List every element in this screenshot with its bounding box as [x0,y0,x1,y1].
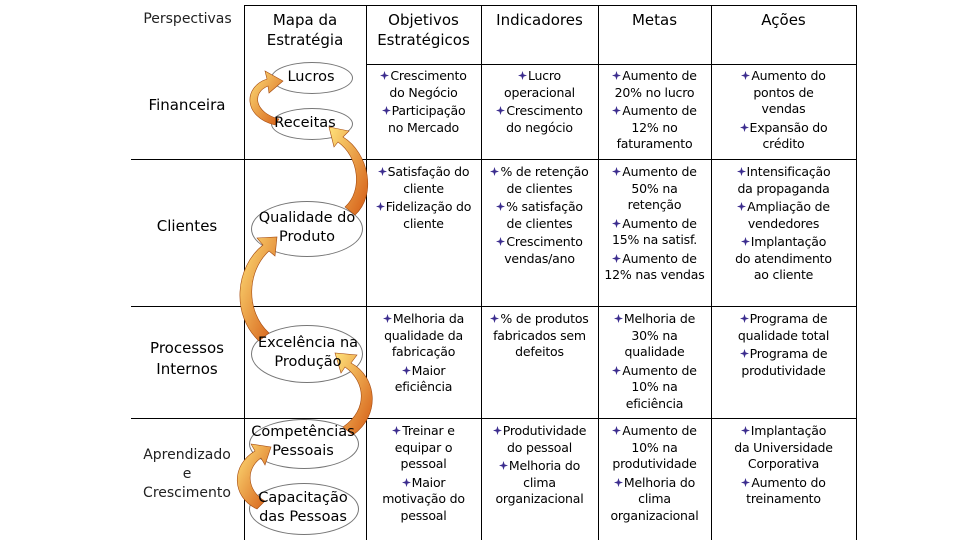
bullet-item-text: produtividade [612,456,697,471]
diamond-bullet-icon [490,167,499,176]
bullet-item-text: 30% na [631,327,678,343]
diamond-bullet-icon [376,202,385,211]
header-text: Estratégia [266,31,344,49]
map-text: Receitas [274,115,336,131]
bullet-item-text: da propaganda [737,180,830,196]
bullet-item-text: 10% na [631,379,678,394]
bullet-item-text: do negócio [506,119,573,135]
bullet-item-text: Aumento de [612,216,697,233]
bullet-item [490,164,588,197]
bullet-item [604,251,704,284]
header-text: Metas [631,11,678,29]
map-text: Pessoais [272,443,334,459]
diamond-bullet-icon [741,237,750,246]
map-text: Produção [274,354,342,370]
diamond-bullet-icon [612,219,621,228]
bullet-item-text: do Negócio [389,84,458,100]
header-text: Perspectivas [143,11,232,27]
bullet-item-text: Crescimento [496,103,582,120]
cell-clientes-metas [598,164,711,286]
bullet-item-text: eficiência [625,395,684,411]
map-text: Qualidade do [258,210,356,226]
diamond-bullet-icon [737,202,746,211]
bullet-item-text: operacional [504,84,575,100]
bullet-item-text: no Mercado [388,119,459,135]
bullet-item [740,346,828,379]
diamond-bullet-icon [740,314,749,323]
bullet-item-text: Aumento de [612,103,696,120]
perspective-label: Processos [150,339,224,357]
diamond-bullet-icon [499,461,508,470]
cell-processos-objetivos [366,311,481,398]
bullet-item-text: % satisfação [496,199,583,216]
bullet-item [504,68,575,101]
bullet-item-text: Melhoria de [614,311,695,328]
map-text: das Pessoas [259,509,347,525]
bullet-item-text: clima [638,491,671,506]
bullet-item-text: 50% na [631,180,678,196]
perspective-label: e [182,466,192,482]
bullet-item [395,363,453,396]
bullet-item-text: Ampliação de [737,199,830,216]
bullet-item-text: clima [523,474,556,490]
bullet-item [392,423,454,473]
bullet-item-text: Participação [382,103,466,120]
bullet-item-text: faturamento [616,136,693,151]
cell-clientes-objetivos [366,164,481,234]
bullet-item-text: fabricados sem [493,327,586,343]
strategy-table [131,5,857,540]
perspective-label: Financeira [148,96,226,114]
bullet-item [735,234,832,284]
diamond-bullet-icon [496,106,505,115]
bullet-item [740,120,828,153]
perspective-label: Clientes [156,217,218,235]
bullet-item-text: vendedores [747,215,820,231]
bullet-item-text: qualidade [624,344,685,359]
map-label-capacitacao [247,489,359,527]
bullet-item [496,103,582,136]
bullet-item-text: organizacional [495,491,584,506]
bullet-item-text: Lucro [504,68,575,85]
bullet-item [612,103,696,153]
diamond-bullet-icon [383,314,392,323]
bullet-item-text: treinamento [746,491,821,506]
diamond-bullet-icon [496,202,505,211]
bullet-item [490,311,588,361]
map-text: Lucros [287,69,335,85]
bullet-item-text: % de retenção [490,164,588,181]
cell-processos-acoes [711,311,856,381]
perspective-label: Crescimento [143,485,231,501]
bullet-item-text: Corporativa [747,456,820,471]
bullet-item-text: Treinar e [392,423,454,440]
cell-aprendizado-metas [598,423,711,526]
bullet-item [738,311,829,344]
bullet-item-text: Aumento do [741,68,825,85]
bullet-item-text: eficiência [394,379,453,394]
bullet-item-text: Aumento de [612,164,696,181]
diamond-bullet-icon [614,314,623,323]
cell-processos-indicadores [481,311,598,363]
bullet-item-text: vendas/ano [504,250,575,266]
bullet-item-text: Crescimento [380,68,466,85]
diamond-bullet-icon [740,349,749,358]
bullet-item-text: Fidelização do [376,199,471,216]
bullet-item [612,423,696,473]
header-text: Ações [761,11,806,29]
bullet-item-text: Aumento de [612,363,696,380]
map-label-excelencia [247,334,369,372]
bullet-item-text: pessoal [400,456,447,471]
bullet-item [383,311,464,361]
cell-aprendizado-indicadores [481,423,598,510]
bullet-item-text: motivação do [382,491,465,506]
diamond-bullet-icon [741,426,750,435]
bullet-item [734,423,833,473]
bullet-item-text: de clientes [506,180,573,196]
curved-arrow-icon [240,237,277,341]
map-label-competencias [247,423,359,461]
map-text: Competências [251,424,355,440]
cell-clientes-acoes [711,164,856,286]
bullet-item-text: vendas [761,101,806,116]
bullet-item-text: fabricação [391,344,456,359]
diamond-bullet-icon [612,366,621,375]
bullet-item-text: Aumento de [612,423,696,440]
diamond-bullet-icon [741,71,750,80]
diamond-bullet-icon [740,123,749,132]
bullet-item-text: pessoal [400,507,447,523]
diamond-bullet-icon [741,478,750,487]
diamond-bullet-icon [612,167,621,176]
diamond-bullet-icon [612,426,621,435]
bullet-item-text: de clientes [506,215,573,231]
map-label-receitas [265,114,345,133]
diamond-bullet-icon [378,167,387,176]
cell-clientes-indicadores [481,164,598,269]
bullet-item-text: Intensificação [737,164,831,181]
bullet-item [737,199,830,232]
bullet-item [737,164,831,197]
perspective-label: Aprendizado [143,447,231,463]
map-label-qualidade [249,209,365,247]
header-text: Mapa da [272,11,338,29]
bullet-item-text: 12% no [631,119,678,135]
bullet-item-text: cliente [403,180,444,196]
bullet-item-text: produtividade [741,362,826,378]
header-text: Indicadores [496,11,583,29]
bullet-item-text: Melhoria do [610,475,698,492]
cell-processos-metas [598,311,711,414]
bullet-item [382,475,465,525]
bullet-item [612,363,696,413]
bullet-item-text: 20% no lucro [614,84,695,100]
perspective-label: Internos [156,360,218,378]
cell-financeira-acoes [711,68,856,155]
bullet-item-text: Implantação [734,423,833,440]
bullet-item-text: Melhoria da [383,311,464,328]
bullet-item [612,216,697,249]
bullet-item-text: Melhoria do [495,458,583,475]
header-text: Objetivos [388,11,459,29]
bullet-item [612,68,696,101]
bullet-item-text: Programa de [738,311,829,328]
bullet-item-text: pontos de [753,84,814,100]
diamond-bullet-icon [402,478,411,487]
cell-aprendizado-acoes [711,423,856,510]
cell-financeira-objetivos [366,68,481,138]
bullet-item-text: retenção [627,197,682,212]
bullet-item-text: Maior [382,475,465,492]
diamond-bullet-icon [612,254,621,263]
bullet-item-text: qualidade total [737,327,830,343]
diamond-bullet-icon [392,426,401,435]
bullet-item [378,164,470,197]
bullet-item [382,103,466,136]
bullet-item [376,199,471,232]
map-text: Excelência na [257,335,359,351]
diamond-bullet-icon [496,237,505,246]
cell-aprendizado-objetivos [366,423,481,526]
diamond-bullet-icon [380,71,389,80]
bullet-item-text: Aumento de [604,251,704,268]
bullet-item [612,164,696,214]
bullet-item-text: 15% na satisf. [611,232,698,247]
bullet-item-text: da Universidade [734,439,833,455]
bullet-item-text: crédito [762,136,805,151]
bullet-item-text: % de produtos [490,311,588,328]
diamond-bullet-icon [402,366,411,375]
diamond-bullet-icon [493,426,502,435]
cell-financeira-metas [598,68,711,155]
bullet-item-text: 10% na [631,439,678,455]
header-text: Estratégicos [377,31,470,49]
bullet-item-text: defeitos [515,344,564,359]
bullet-item-text: equipar o [394,439,453,455]
bullet-item-text: Aumento do [741,475,825,492]
diamond-bullet-icon [382,106,391,115]
bullet-item [495,458,583,508]
bullet-item-text: Implantação [735,234,832,251]
diamond-bullet-icon [612,71,621,80]
diamond-bullet-icon [737,167,746,176]
bullet-item-text: Crescimento [496,234,582,251]
bullet-item [610,475,698,525]
map-label-lucros [271,68,351,87]
cell-financeira-indicadores [481,68,598,138]
bullet-item [496,199,583,232]
bullet-item-text: organizacional [610,507,699,523]
bullet-item-text: Maior [395,363,453,380]
bullet-item [741,68,825,118]
diamond-bullet-icon [614,478,623,487]
bullet-item-text: 12% nas vendas [604,267,705,282]
diamond-bullet-icon [518,71,527,80]
bullet-item-text: do pessoal [507,439,572,455]
bullet-item [741,475,825,508]
bullet-item-text: qualidade da [384,327,463,343]
bullet-item-text: Satisfação do [378,164,470,181]
bullet-item-text: cliente [403,215,444,231]
bullet-item-text: Expansão do [740,120,828,137]
diamond-bullet-icon [612,106,621,115]
diamond-bullet-icon [490,314,499,323]
curved-arrow-icon [329,127,368,215]
map-text: Produto [279,229,335,245]
bullet-item [496,234,582,267]
bullet-item-text: ao cliente [753,267,814,282]
map-text: Capacitação [258,490,348,506]
bullet-item-text: Produtividade [493,423,587,440]
bullet-item-text: Programa de [740,346,828,363]
bullet-item [614,311,695,361]
bullet-item-text: do atendimento [735,250,832,266]
bullet-item [493,423,587,456]
bullet-item-text: Aumento de [612,68,696,85]
bullet-item [380,68,466,101]
